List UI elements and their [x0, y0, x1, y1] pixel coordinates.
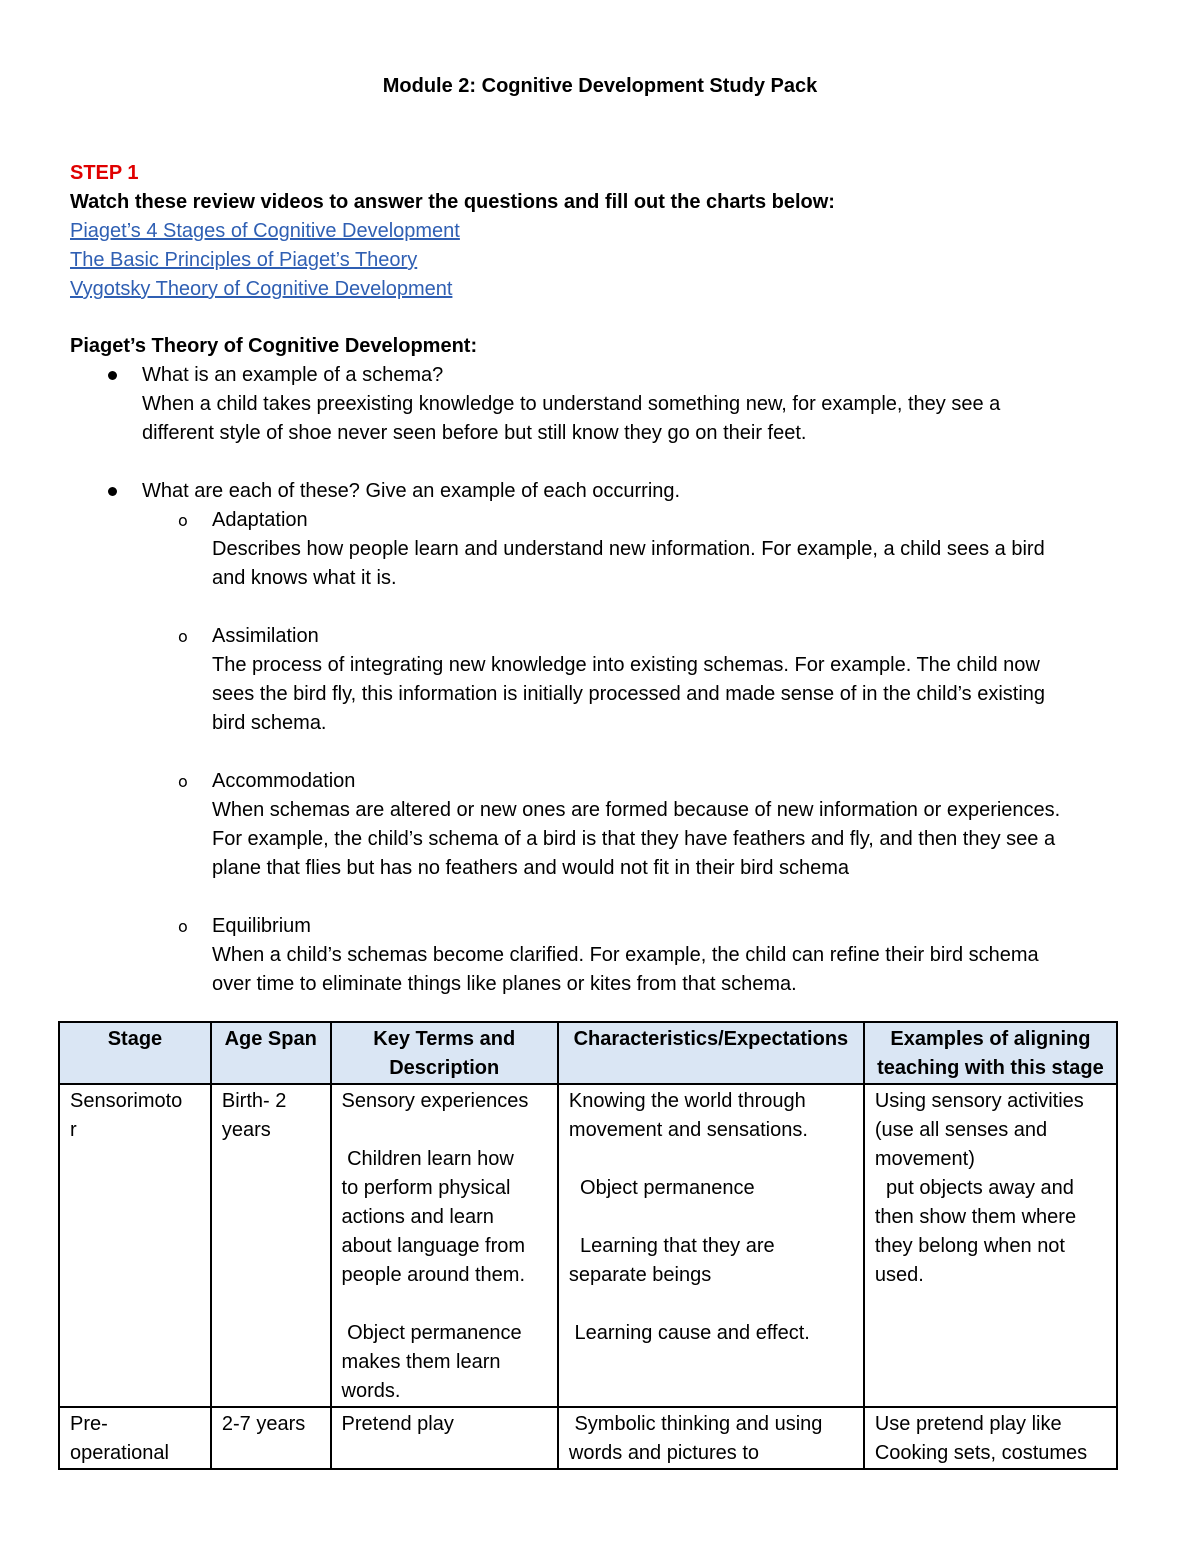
cell-text: Knowing the world through	[568, 1090, 806, 1112]
term-list	[142, 506, 1130, 999]
cell-text: used.	[874, 1264, 924, 1286]
stage-cell	[59, 1084, 211, 1407]
piaget-heading: Piaget’s Theory of Cognitive Development:	[70, 335, 478, 357]
cell-text: to perform physical	[341, 1177, 511, 1199]
question-list	[70, 361, 1130, 999]
term-label: Equilibrium	[212, 915, 311, 937]
characteristics-cell	[558, 1407, 864, 1469]
cell-text: Birth- 2	[221, 1090, 287, 1112]
term-description: Describes how people learn and understand new information. For example, a child sees a bird	[212, 538, 1045, 560]
stages-table	[58, 1021, 1118, 1470]
cell-text: Cooking sets, costumes	[874, 1442, 1088, 1464]
table-row	[59, 1407, 1117, 1469]
question-text: What is an example of a schema?	[142, 364, 444, 386]
cell-text: about language from	[341, 1235, 526, 1257]
term-description: When a child’s schemas become clarified. For example, the child can refine their bird schema	[212, 944, 1039, 966]
instruction-text: Watch these review videos to answer the questions and fill out the charts below:	[70, 191, 835, 213]
key-terms-cell	[331, 1084, 558, 1407]
term-description: The process of integrating new knowledge into existing schemas. For example. The child now	[212, 654, 1040, 676]
cell-text: Pre-	[70, 1413, 108, 1435]
term-equilibrium	[142, 912, 1130, 999]
circle-bullet-icon: o	[178, 511, 188, 530]
video-link-vygotsky[interactable]: Vygotsky Theory of Cognitive Development	[70, 278, 453, 300]
examples-cell	[864, 1407, 1117, 1469]
key-terms-cell	[331, 1407, 558, 1469]
term-label: Assimilation	[212, 625, 319, 647]
cell-text: 2-7 years	[221, 1413, 306, 1435]
term-description: When schemas are altered or new ones are formed because of new information or experiences.	[212, 799, 1061, 821]
cell-text: then show them where	[874, 1206, 1077, 1228]
age-span-cell	[211, 1084, 331, 1407]
term-label: Accommodation	[212, 770, 356, 792]
page-title: Module 2: Cognitive Development Study Pack	[382, 75, 818, 97]
term-accommodation	[142, 767, 1130, 883]
header-characteristics: Characteristics/Expectations	[558, 1022, 864, 1084]
circle-bullet-icon: o	[178, 627, 188, 646]
age-span-cell	[211, 1407, 331, 1469]
cell-text: Learning cause and effect.	[568, 1322, 810, 1344]
bullet-icon	[108, 487, 117, 496]
cell-text: operational	[70, 1442, 169, 1464]
blank-line	[342, 1116, 547, 1145]
blank-line	[569, 1203, 853, 1232]
cell-text: Use pretend play like	[874, 1413, 1062, 1435]
question-schema	[70, 361, 1130, 448]
blank-line	[569, 1290, 853, 1319]
term-description: For example, the child’s schema of a bird is that they have feathers and fly, and then they see a	[212, 828, 1056, 850]
answer-text: When a child takes preexisting knowledge to understand something new, for example, they see a	[142, 393, 1001, 415]
cell-text: movement and sensations.	[568, 1119, 808, 1141]
term-label: Adaptation	[212, 509, 308, 531]
cell-text: r	[70, 1119, 77, 1141]
cell-text: words and pictures to	[568, 1442, 760, 1464]
table-header-row	[59, 1022, 1117, 1084]
term-description: plane that flies but has no feathers and would not fit in their bird schema	[212, 857, 850, 879]
header-key-terms: Key Terms and Description	[331, 1022, 558, 1084]
cell-text: Using sensory activities	[874, 1090, 1084, 1112]
cell-text: actions and learn	[341, 1206, 494, 1228]
cell-text: Symbolic thinking and using	[568, 1413, 823, 1435]
cell-text: Object permanence	[341, 1322, 522, 1344]
term-description: sees the bird fly, this information is initially processed and made sense of in the child’s existing	[212, 683, 1046, 705]
cell-text: Children learn how	[341, 1148, 514, 1170]
characteristics-cell	[558, 1084, 864, 1407]
term-adaptation	[142, 506, 1130, 593]
cell-text: years	[221, 1119, 271, 1141]
term-assimilation	[142, 622, 1130, 738]
header-examples: Examples of aligning teaching with this stage	[864, 1022, 1117, 1084]
video-link-piaget-stages[interactable]: Piaget’s 4 Stages of Cognitive Development	[70, 220, 460, 242]
step-label: STEP 1	[70, 162, 139, 184]
cell-text: Pretend play	[341, 1413, 454, 1435]
cell-text: put objects away and	[874, 1177, 1074, 1199]
header-age-span: Age Span	[211, 1022, 331, 1084]
circle-bullet-icon: o	[178, 772, 188, 791]
cell-text: they belong when not	[874, 1235, 1065, 1257]
cell-text: (use all senses and	[874, 1119, 1048, 1141]
term-description: over time to eliminate things like planes or kites from that schema.	[212, 973, 797, 995]
bullet-icon	[108, 371, 117, 380]
cell-text: separate beings	[568, 1264, 712, 1286]
cell-text: makes them learn	[341, 1351, 501, 1373]
cell-text: Sensory experiences	[341, 1090, 529, 1112]
blank-line	[569, 1145, 853, 1174]
question-terms	[70, 477, 1130, 999]
blank-line	[342, 1290, 547, 1319]
cell-text: people around them.	[341, 1264, 526, 1286]
cell-text: movement)	[874, 1148, 975, 1170]
answer-text: different style of shoe never seen before but still know they go on their feet.	[142, 422, 807, 444]
term-description: and knows what it is.	[212, 567, 397, 589]
cell-text: words.	[341, 1380, 401, 1402]
examples-cell	[864, 1084, 1117, 1407]
table-row	[59, 1084, 1117, 1407]
question-text: What are each of these? Give an example of each occurring.	[142, 480, 681, 502]
cell-text: Sensorimoto	[70, 1090, 183, 1112]
header-stage: Stage	[59, 1022, 211, 1084]
document-page	[70, 72, 1130, 999]
video-link-piaget-principles[interactable]: The Basic Principles of Piaget’s Theory	[70, 249, 418, 271]
stage-cell	[59, 1407, 211, 1469]
circle-bullet-icon: o	[178, 917, 188, 936]
term-description: bird schema.	[212, 712, 327, 734]
cell-text: Object permanence	[568, 1177, 755, 1199]
cell-text: Learning that they are	[568, 1235, 775, 1257]
